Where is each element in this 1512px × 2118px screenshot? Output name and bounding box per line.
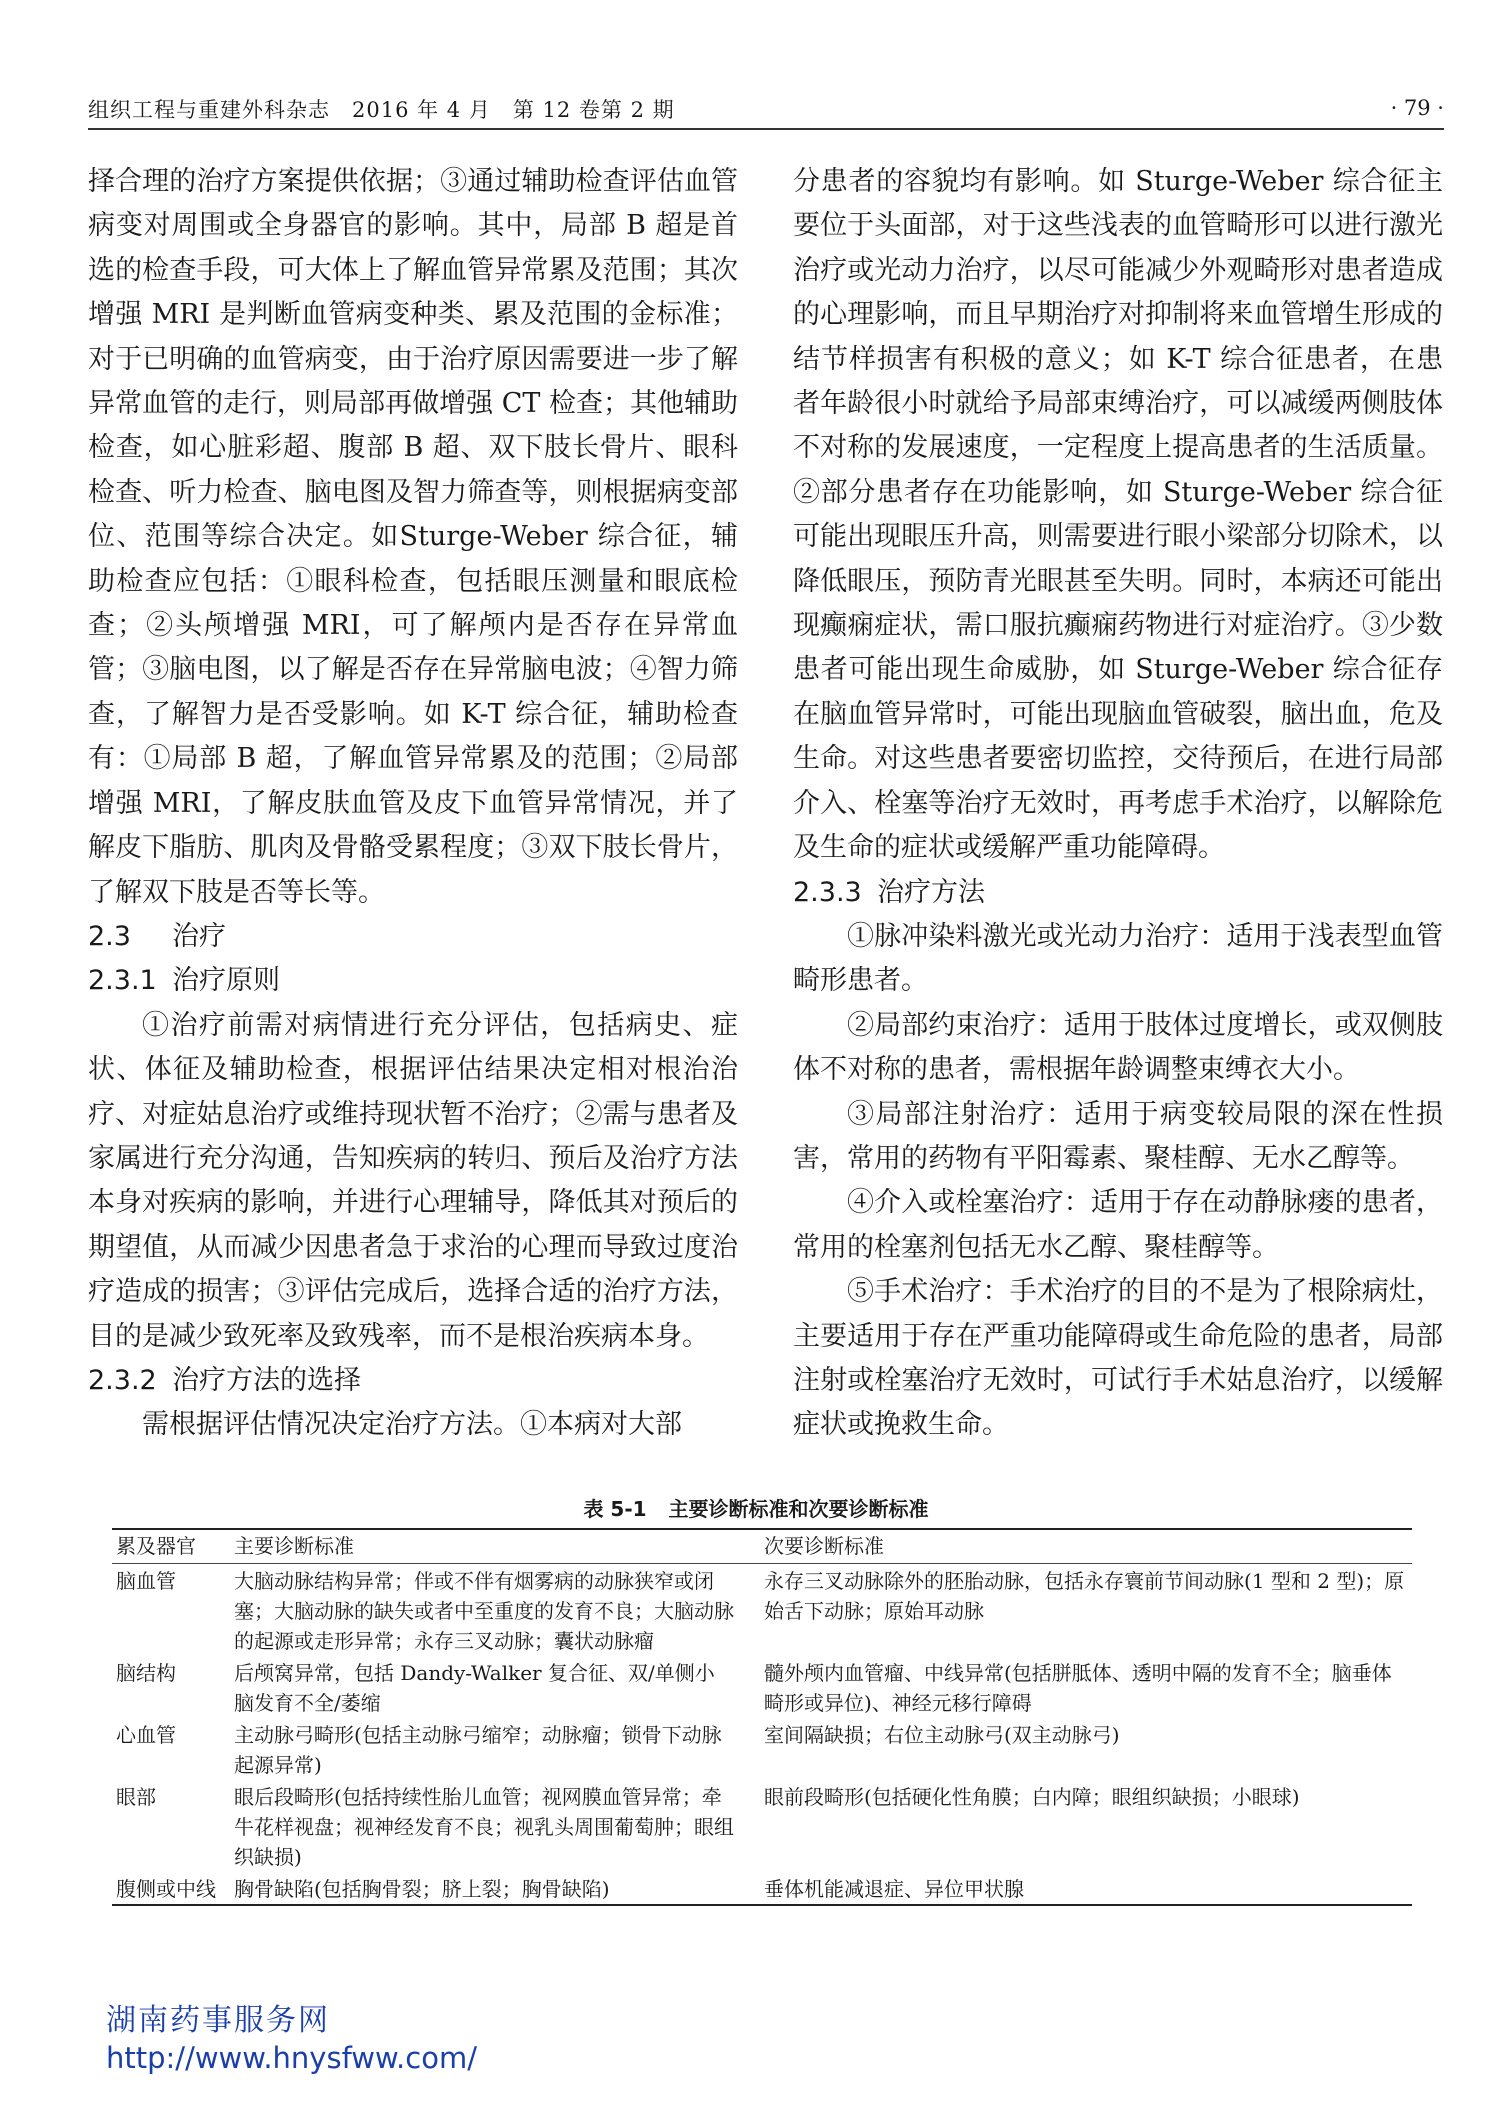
organ-cell: 心血管 <box>116 1723 176 1747</box>
watermark-footer <box>106 2002 477 2076</box>
section-heading <box>88 915 738 959</box>
body-paragraph: ①治疗前需对病情进行充分评估，包括病史、症状、体征及辅助检查，根据评估结果决定相对根治治疗、对症姑息治疗或维持现状暂不治疗；②需与患者及家属进行充分沟通，告知疾病的转归、预后及治疗方法本身对疾病的影响，并进行心理辅导，降低其对预后的期望值，从而减少因患者急于求治的心理而导致过度治疗造成的损害；③评估完成后，选择合适的治疗方法，目的是减少致死率及致残率，而不是根治疾病本身。 <box>88 1009 738 1352</box>
header-major-criteria: 主要诊断标准 <box>230 1529 760 1564</box>
section-title: 治疗 <box>172 920 226 952</box>
major-criteria-cell: 眼后段畸形(包括持续性胎儿血管；视网膜血管异常；牵牛花样视盘；视神经发育不良；视乳头周围葡萄肿；眼组织缺损) <box>234 1785 734 1869</box>
section-title: 治疗方法 <box>877 876 985 908</box>
table-header-row <box>112 1529 1412 1564</box>
major-criteria-cell: 后颅窝异常，包括 Dandy-Walker 复合征、双/单侧小脑发育不全/萎缩 <box>234 1661 715 1715</box>
left-column <box>88 160 738 1448</box>
section-number: 2.3.2 <box>88 1364 157 1396</box>
body-paragraph: 分患者的容貌均有影响。如 Sturge-Weber 综合征主要位于头面部，对于这些浅表的血管畸形可以进行激光治疗或光动力治疗，以尽可能减少外观畸形对患者造成的心理影响，而且早期治疗对抑制将来血管增生形成的结节样损害有积极的意义；如 K-T 综合征患者，在患者年龄很小时就给予局部束缚治疗，可以减缓两侧肢体不对称的发展速度，一定程度上提高患者的生活质量。②部分患者存在功能影响，如 Sturge-Weber 综合征可能出现眼压升高，则需要进行眼小梁部分切除术，以降低眼压，预防青光眼甚至失明。同时，本病还可能出现癫痫症状，需口服抗癫痫药物进行对症治疗。③少数患者可能出现生命威胁，如 Sturge-Weber 综合征存在脑血管异常时，可能出现脑血管破裂，脑出血，危及生命。对这些患者要密切监控，交待预后，在进行局部介入、栓塞等治疗无效时，再考虑手术治疗，以解除危及生命的症状或缓解严重功能障碍。 <box>793 166 1443 864</box>
table-caption-number: 表 5-1 <box>583 1497 647 1521</box>
table-caption-title: 主要诊断标准和次要诊断标准 <box>668 1497 929 1521</box>
table-row <box>112 1780 1412 1872</box>
site-url[interactable]: http://www.hnysfww.com/ <box>106 2041 477 2075</box>
major-criteria-cell: 大脑动脉结构异常；伴或不伴有烟雾病的动脉狭窄或闭塞；大脑动脉的缺失或者中至重度的发育不良；大脑动脉的起源或走形异常；永存三叉动脉；囊状动脉瘤 <box>234 1569 734 1653</box>
body-paragraph: ①脉冲染料激光或光动力治疗：适用于浅表型血管畸形患者。 <box>793 920 1443 997</box>
section-number: 2.3 <box>88 920 131 952</box>
section-heading <box>88 1359 738 1403</box>
body-paragraph: ④介入或栓塞治疗：适用于存在动静脉瘘的患者，常用的栓塞剂包括无水乙醇、聚桂醇等。 <box>793 1187 1443 1263</box>
organ-cell: 脑血管 <box>116 1569 176 1593</box>
diagnostic-criteria-table <box>112 1528 1412 1906</box>
right-column <box>793 160 1443 1448</box>
minor-criteria-cell: 永存三叉动脉除外的胚胎动脉，包括永存寰前节间动脉(1 型和 2 型)；原始舌下动脉；原始耳动脉 <box>764 1569 1405 1623</box>
body-paragraph: 择合理的治疗方案提供依据；③通过辅助检查评估血管病变对周围或全身器官的影响。其中，局部 B 超是首选的检查手段，可大体上了解血管异常累及范围；其次增强 MRI 是判断血管病变种类、累及范围的金标准；对于已明确的血管病变，由于治疗原因需要进一步了解异常血管的走行，则局部再做增强 CT 检查；其他辅助检查，如心脏彩超、腹部 B 超、双下肢长骨片、眼科检查、听力检查、脑电图及智力筛查等，则根据病变部位、范围等综合决定。如Sturge-Weber 综合征，辅助检查应包括：①眼科检查，包括眼压测量和眼底检查；②头颅增强 MRI，可了解颅内是否存在异常血管；③脑电图，以了解是否存在异常脑电波；④智力筛查，了解智力是否受影响。如 K-T 综合征，辅助检查有：①局部 B 超，了解血管异常累及的范围；②局部增强 MRI，了解皮肤血管及皮下血管异常情况，并了解皮下脂肪、肌肉及骨骼受累程度；③双下肢长骨片，了解双下肢是否等长等。 <box>88 166 738 908</box>
header-organ: 累及器官 <box>112 1529 230 1564</box>
section-title: 治疗原则 <box>172 965 280 997</box>
table-row <box>112 1872 1412 1905</box>
page-number: · 79 · <box>1390 96 1444 120</box>
table-caption <box>0 1493 1512 1522</box>
body-paragraph: 需根据评估情况决定治疗方法。①本病对大部 <box>142 1409 682 1441</box>
section-title: 治疗方法的选择 <box>172 1364 361 1396</box>
body-paragraph: ②局部约束治疗：适用于肢体过度增长，或双侧肢体不对称的患者，需根据年龄调整束缚衣大小。 <box>793 1009 1443 1086</box>
organ-cell: 眼部 <box>116 1785 156 1809</box>
table-row <box>112 1718 1412 1780</box>
minor-criteria-cell: 髓外颅内血管瘤、中线异常(包括胼胝体、透明中隔的发育不全；脑垂体畸形或异位)、神经元移行障碍 <box>764 1661 1392 1715</box>
running-header <box>88 88 1444 130</box>
section-number: 2.3.3 <box>793 876 862 908</box>
body-paragraph: ⑤手术治疗：手术治疗的目的不是为了根除病灶，主要适用于存在严重功能障碍或生命危险的患者，局部注射或栓塞治疗无效时，可试行手术姑息治疗，以缓解症状或挽救生命。 <box>793 1276 1443 1441</box>
header-minor-criteria: 次要诊断标准 <box>760 1529 1412 1564</box>
minor-criteria-cell: 眼前段畸形(包括硬化性角膜；白内障；眼组织缺损；小眼球) <box>764 1785 1300 1809</box>
journal-title: 组织工程与重建外科杂志 2016 年 4 月 第 12 卷第 2 期 <box>88 98 675 122</box>
organ-cell: 腹侧或中线 <box>116 1877 216 1901</box>
section-number: 2.3.1 <box>88 965 157 997</box>
table-row <box>112 1656 1412 1718</box>
minor-criteria-cell: 室间隔缺损；右位主动脉弓(双主动脉弓) <box>764 1723 1120 1747</box>
section-heading <box>793 871 1443 915</box>
section-heading <box>88 959 738 1003</box>
major-criteria-cell: 胸骨缺陷(包括胸骨裂；脐上裂；胸骨缺陷) <box>234 1877 610 1901</box>
table-row <box>112 1564 1412 1657</box>
body-paragraph: ③局部注射治疗：适用于病变较局限的深在性损害，常用的药物有平阳霉素、聚桂醇、无水乙醇等。 <box>793 1098 1443 1174</box>
site-name: 湖南药事服务网 <box>106 2003 330 2038</box>
major-criteria-cell: 主动脉弓畸形(包括主动脉弓缩窄；动脉瘤；锁骨下动脉起源异常) <box>234 1723 722 1777</box>
minor-criteria-cell: 垂体机能减退症、异位甲状腺 <box>764 1877 1024 1901</box>
organ-cell: 脑结构 <box>116 1661 176 1685</box>
